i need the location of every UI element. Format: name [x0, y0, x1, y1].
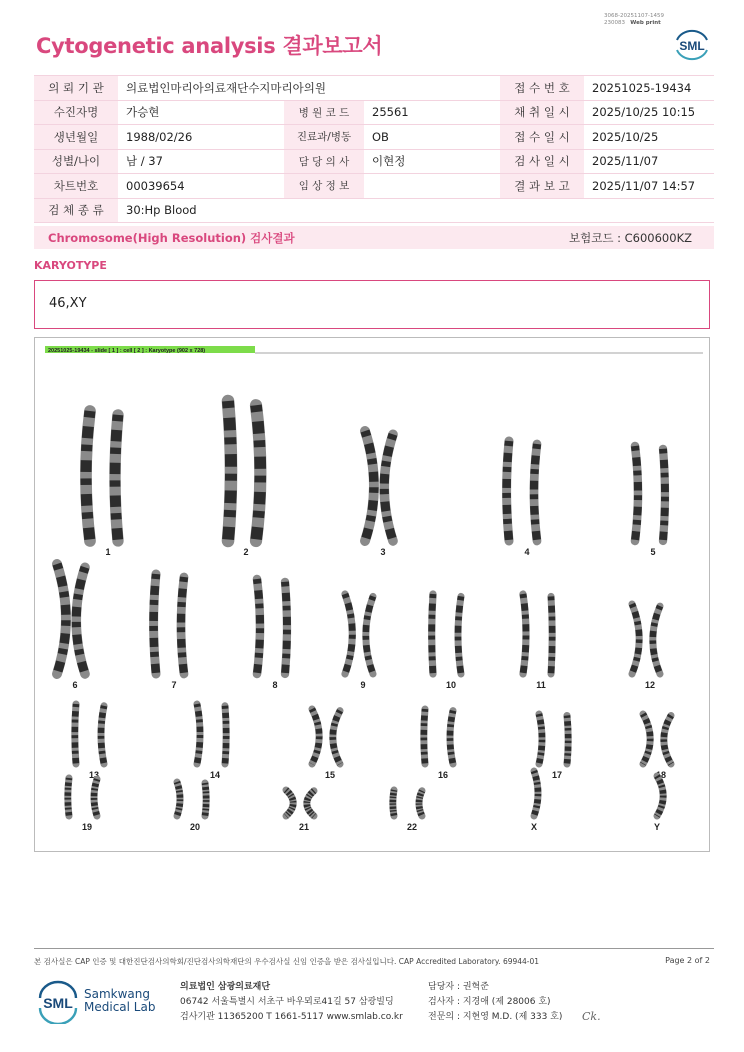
chromosome-shape [76, 567, 85, 674]
signature: Ck. [582, 1010, 601, 1023]
hospital-code-value: 25561 [364, 100, 500, 125]
chromosome-shape [384, 434, 393, 541]
chromosome-label: 4 [524, 547, 530, 557]
department-label: 진료과/병동 [284, 125, 364, 150]
chromosome-shape [228, 401, 231, 541]
info-row [34, 125, 714, 150]
chromosome-shape [643, 714, 650, 764]
footer-brand [84, 988, 155, 1014]
info-row [34, 198, 714, 223]
certification-note: 본 검사실은 CAP 인증 및 대한진단검사의학회/진단검사의학재단의 우수검사실 신임 인증을 받은 검사실입니다. CAP Accredited Laboratory. 69944-01 [34, 957, 540, 966]
chromosome-shape [256, 405, 260, 541]
chromosome-label: 6 [72, 680, 78, 690]
chromosome-shape [68, 778, 69, 816]
chromosome-label: 17 [551, 770, 563, 780]
chromosome-label: X [530, 822, 538, 832]
report-title: Cytogenetic analysis 결과보고서 [36, 34, 383, 58]
specimen-type-label: 검 체 종 류 [34, 198, 118, 223]
chromosome-shape [154, 574, 156, 674]
clinical-info-label: 임 상 정 보 [284, 174, 364, 199]
org-address: 06742 서울특별시 서초구 바우뫼로41길 57 삼광빌딩 [180, 997, 394, 1007]
info-row [34, 100, 714, 125]
karyotype-heading: KARYOTYPE [34, 259, 107, 272]
sex-age-value: 남 / 37 [118, 149, 284, 174]
physician-label: 담 당 의 사 [284, 149, 364, 174]
chromosome-shape [197, 704, 200, 764]
karyotype-result: 46,XY [49, 296, 87, 311]
collection-time-label: 채 취 일 시 [500, 100, 584, 125]
staff-tester: 검사자 : 지경애 (제 28006 호) [428, 997, 551, 1007]
chromosome-shape [432, 594, 433, 674]
chromosome-shape [534, 444, 537, 541]
chromosome-shape [307, 791, 314, 816]
page-number: Page 2 of 2 [665, 956, 710, 965]
birth-date-label: 생년월일 [34, 125, 118, 150]
chromosome-shape [285, 582, 287, 674]
chromosome-shape [86, 411, 90, 541]
footer-address-block [180, 980, 403, 1025]
chromosome-label: 1 [105, 547, 111, 557]
chromosome-label: 16 [437, 770, 449, 780]
patient-name-label: 수진자명 [34, 100, 118, 125]
department-value: OB [364, 125, 500, 150]
karyogram-svg [35, 338, 709, 851]
org-contact: 검사기관 11365200 T 1661-5117 www.smlab.co.kr [180, 1012, 403, 1022]
chromosome-shape [177, 782, 180, 816]
requesting-institution-label: 의 뢰 기 관 [34, 76, 118, 101]
footer-staff-block [428, 980, 562, 1025]
chromosome-shape [345, 594, 352, 674]
chromosome-shape [365, 431, 374, 541]
chromosome-shape [450, 711, 453, 764]
report-code-line1: 3068-20251107-1459 [604, 13, 664, 19]
requesting-institution-value: 의료법인마리아의료재단수지마리아의원 [118, 76, 500, 101]
chromosome-shape [653, 606, 660, 674]
karyogram-image [34, 337, 710, 852]
karyotype-result-box [34, 280, 710, 329]
chromosome-label: 14 [209, 770, 221, 780]
info-row [34, 174, 714, 199]
chromosome-shape [534, 771, 538, 816]
chromosome-label: 10 [445, 680, 457, 690]
chromosome-label: 9 [360, 680, 366, 690]
svg-text:SML: SML [43, 995, 73, 1011]
chromosome-shape [225, 706, 226, 764]
chromosome-shape [286, 790, 293, 816]
chromosome-shape [635, 446, 638, 541]
accession-number-label: 접 수 번 호 [500, 76, 584, 101]
brand-line1: Samkwang [84, 987, 150, 1001]
report-time-label: 결 과 보 고 [500, 174, 584, 199]
test-date-label: 검 사 일 시 [500, 149, 584, 174]
chromosome-label: 19 [81, 822, 93, 832]
patient-info-table [34, 75, 714, 223]
chromosome-label: Y [653, 822, 661, 832]
chromosome-shape [523, 594, 526, 674]
chromosome-label: 20 [189, 822, 201, 832]
chart-number-value: 00039654 [118, 174, 284, 199]
chromosome-shape [657, 776, 663, 816]
chromosome-label: 21 [298, 822, 310, 832]
chromosome-shape [312, 709, 319, 764]
hospital-code-label: 병 원 코 드 [284, 100, 364, 125]
brand-line2: Medical Lab [84, 1000, 156, 1014]
chromosome-label: 12 [644, 680, 656, 690]
patient-name-value: 가승현 [118, 100, 284, 125]
chromosome-shape [539, 714, 542, 764]
chromosome-shape [663, 449, 665, 541]
footer-divider [34, 948, 714, 949]
accession-number-value: 20251025-19434 [584, 76, 714, 101]
birth-date-value: 1988/02/26 [118, 125, 284, 150]
section-title: Chromosome(High Resolution) 검사결과 [48, 231, 295, 245]
chromosome-label: 2 [243, 547, 249, 557]
sml-logo-text: SML [679, 39, 705, 53]
insurance-code: 보험코드 : C600600KZ [569, 231, 692, 245]
chromosome-shape [257, 579, 260, 674]
report-code-line2: 230083 [604, 19, 625, 26]
physician-value: 이현정 [364, 149, 500, 174]
chromosome-shape [115, 415, 118, 541]
specimen-type-value: 30:Hp Blood [118, 198, 714, 223]
chromosome-shape [366, 596, 373, 674]
chromosome-label: 8 [272, 680, 278, 690]
chart-number-label: 차트번호 [34, 174, 118, 199]
report-time-value: 2025/11/07 14:57 [584, 174, 714, 199]
chromosome-label: 15 [324, 770, 336, 780]
karyogram-caption: 20251025-19434 - slide [ 1 ] : cell [ 2 ] : Karyotype (902 x 728) [48, 348, 206, 354]
receipt-time-label: 접 수 일 시 [500, 125, 584, 150]
web-print-label: Web print [630, 19, 661, 26]
chromosome-label: 7 [171, 680, 177, 690]
chromosome-shape [75, 704, 76, 764]
chromosome-shape [632, 604, 639, 674]
chromosome-label: 18 [655, 770, 667, 780]
chromosome-shape [551, 596, 552, 674]
chromosome-label: 11 [536, 680, 546, 690]
chromosome-shape [333, 711, 340, 764]
chromosome-shape [181, 577, 184, 674]
sex-age-label: 성별/나이 [34, 149, 118, 174]
chromosome-label: 22 [406, 822, 418, 832]
chromosome-label: 13 [88, 770, 100, 780]
sml-footer-logo-icon [36, 980, 80, 1024]
chromosome-shape [507, 441, 509, 541]
chromosome-shape [393, 790, 394, 816]
chromosome-shape [458, 596, 461, 674]
chromosome-label: 3 [380, 547, 386, 557]
chromosome-label: 5 [650, 547, 656, 557]
org-name: 의료법인 삼광의료재단 [180, 982, 271, 992]
chromosome-shape [419, 791, 422, 816]
chromosome-shape [101, 706, 104, 764]
result-section-header [34, 226, 714, 249]
receipt-time-value: 2025/10/25 [584, 125, 714, 150]
sml-logo-icon [672, 26, 712, 62]
chromosome-shape [664, 716, 671, 765]
staff-specialist: 전문의 : 지현영 M.D. (제 333 호) [428, 1012, 563, 1022]
test-date-value: 2025/11/07 [584, 149, 714, 174]
collection-time-value: 2025/10/25 10:15 [584, 100, 714, 125]
chromosome-shape [567, 716, 568, 765]
clinical-info-value [364, 174, 500, 199]
chromosome-shape [205, 783, 206, 816]
chromosome-shape [424, 709, 425, 764]
chromosome-shape [57, 564, 66, 674]
report-code [604, 13, 664, 26]
info-row [34, 149, 714, 174]
info-row [34, 76, 714, 101]
staff-manager: 담당자 : 권혁준 [428, 982, 489, 992]
chromosome-shape [94, 779, 97, 816]
